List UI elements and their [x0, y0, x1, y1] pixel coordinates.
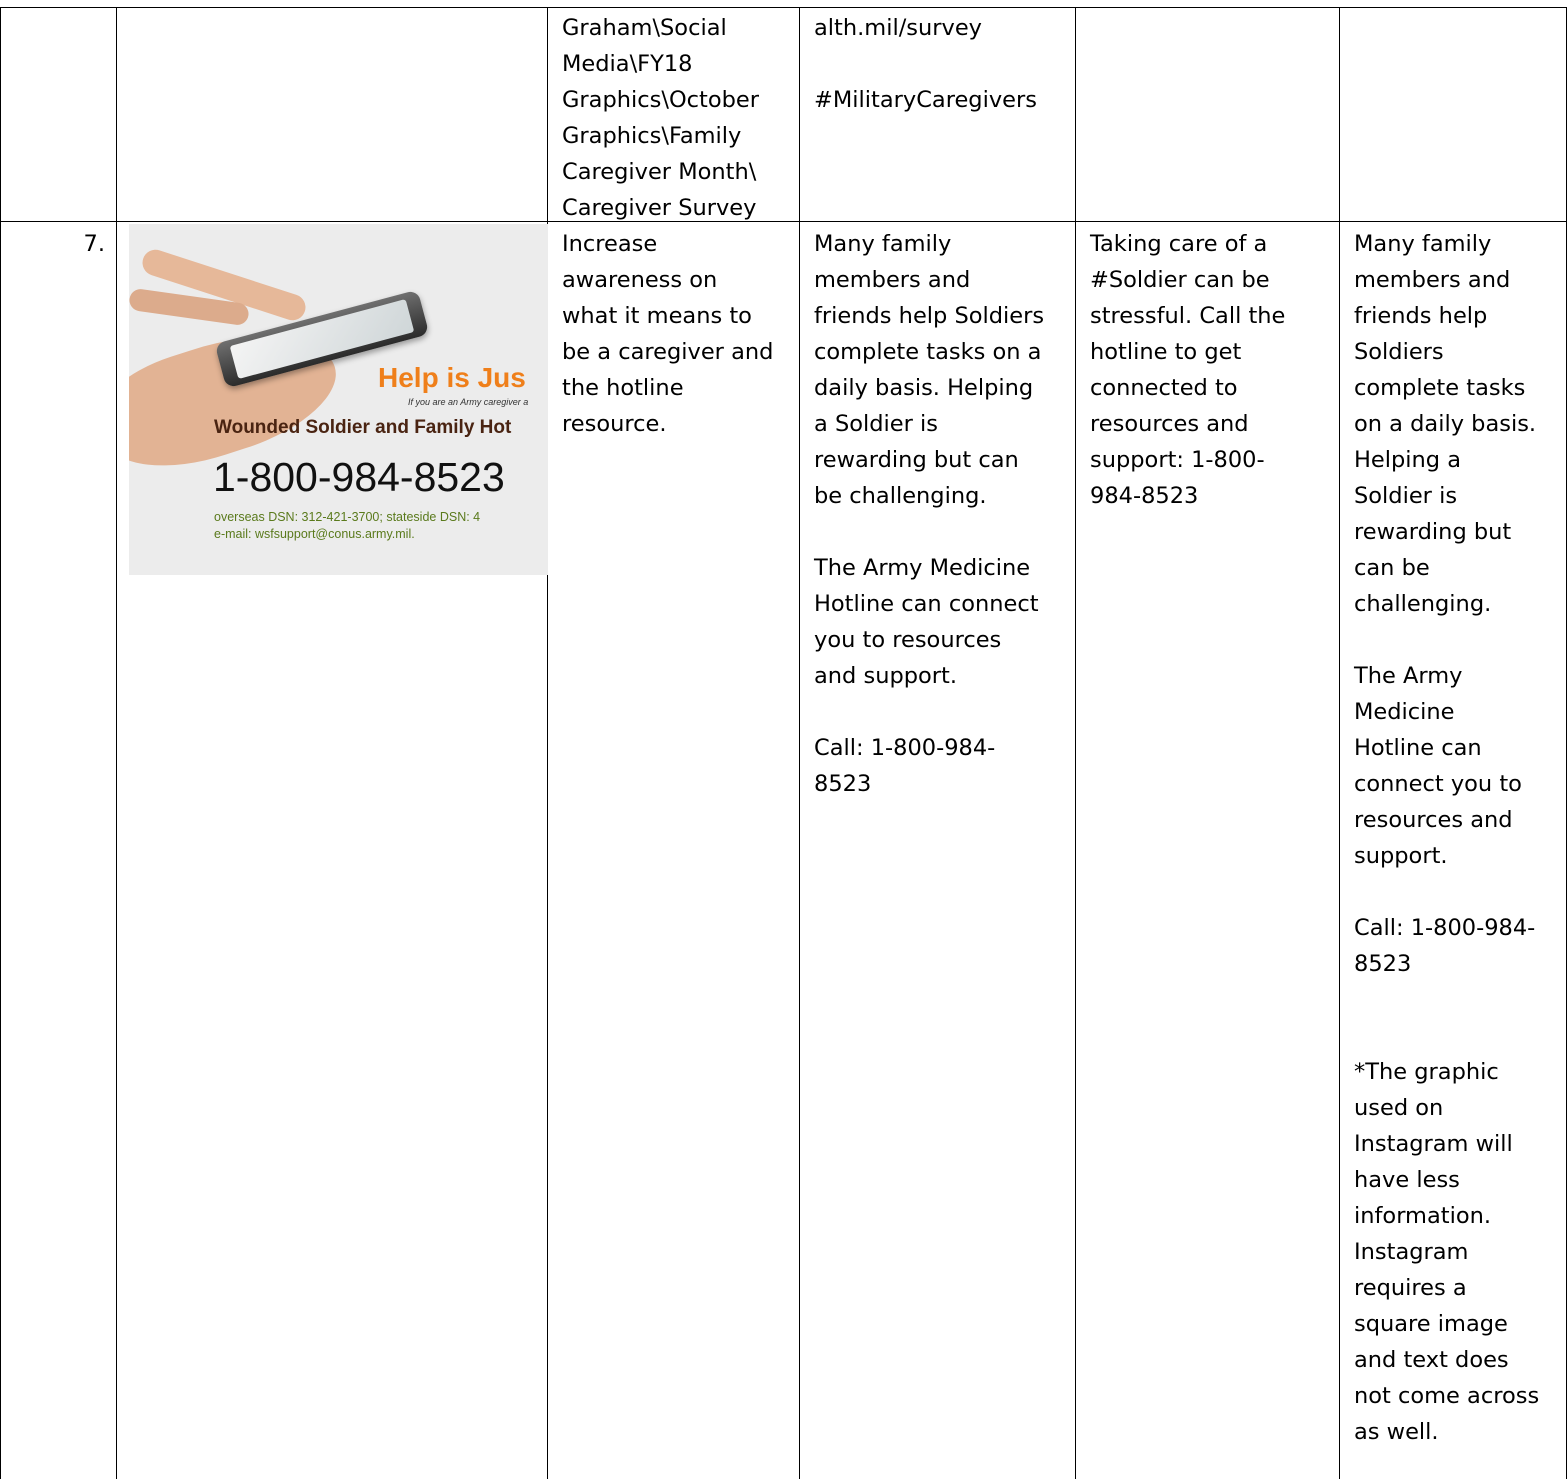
text-line: be challenging. [814, 483, 987, 509]
text-line: square image [1354, 1311, 1508, 1337]
text-line: *The graphic [1354, 1059, 1499, 1085]
text-line: can be [1354, 555, 1430, 581]
text-line: Hotline can connect [814, 591, 1039, 617]
col-divider-5 [1339, 7, 1340, 1479]
text-line: resources and [1354, 807, 1513, 833]
path-line: Caregiver Month\ [562, 159, 757, 185]
prev-row-file-path [562, 10, 759, 226]
text-line: Many family [1354, 231, 1492, 257]
text-line: not come across [1354, 1383, 1540, 1409]
path-line: Media\FY18 [562, 51, 693, 77]
text-line: complete tasks [1354, 375, 1526, 401]
text-line: #Soldier can be [1090, 267, 1270, 293]
text-line: what it means to [562, 303, 752, 329]
text-line: have less [1354, 1167, 1460, 1193]
text-line: friends help [1354, 303, 1488, 329]
text-line: stressful. Call the [1090, 303, 1286, 329]
path-line: Graham\Social [562, 15, 727, 41]
instagram-post-cell [1354, 226, 1539, 1450]
text-line: friends help Soldiers [814, 303, 1045, 329]
facebook-post-cell [814, 226, 1044, 802]
text-line: 984-8523 [1090, 483, 1199, 509]
graphic-headline: Help is Jus [378, 362, 526, 393]
text-line: Hotline can [1354, 735, 1482, 761]
graphic-email: e-mail: wsfsupport@conus.army.mil. [214, 527, 415, 541]
text-line: support: 1-800- [1090, 447, 1265, 473]
text-line: rewarding but [1354, 519, 1512, 545]
text-line: resource. [562, 411, 667, 437]
hotline-graphic [129, 224, 548, 575]
text-line: and support. [814, 663, 958, 689]
path-line: Caregiver Survey [562, 195, 757, 221]
survey-url-fragment: alth.mil/survey [814, 15, 982, 41]
col-divider-1 [116, 7, 117, 1479]
text-line: support. [1354, 843, 1448, 869]
text-line: hotline to get [1090, 339, 1242, 365]
text-line: on a daily basis. [1354, 411, 1537, 437]
text-line: Call: 1-800-984- [1354, 915, 1536, 941]
text-line: connected to [1090, 375, 1238, 401]
text-line: Instagram will [1354, 1131, 1513, 1157]
objective-cell [562, 226, 773, 442]
text-line: resources and [1090, 411, 1249, 437]
text-line: awareness on [562, 267, 718, 293]
row-divider [0, 221, 1567, 222]
text-line: rewarding but can [814, 447, 1019, 473]
text-line: Increase [562, 231, 658, 257]
graphic-dsn: overseas DSN: 312-421-3700; stateside DSN: 4 [214, 510, 481, 524]
text-line: connect you to [1354, 771, 1522, 797]
text-line: members and [814, 267, 971, 293]
path-line: Graphics\October [562, 87, 759, 113]
text-line: Medicine [1354, 699, 1455, 725]
text-line: The Army Medicine [814, 555, 1031, 581]
text-line: Instagram [1354, 1239, 1469, 1265]
text-line: Soldiers [1354, 339, 1444, 365]
text-line: Soldier is [1354, 483, 1458, 509]
text-line: daily basis. Helping [814, 375, 1034, 401]
twitter-post-cell [1090, 226, 1285, 514]
col-divider-4 [1075, 7, 1076, 1479]
col-divider-3 [799, 7, 800, 1479]
text-line: and text does [1354, 1347, 1509, 1373]
prev-row-post-text [814, 10, 1037, 118]
text-line: you to resources [814, 627, 1002, 653]
text-line: a Soldier is [814, 411, 938, 437]
text-line: members and [1354, 267, 1511, 293]
text-line: 8523 [814, 771, 872, 797]
text-line: Helping a [1354, 447, 1462, 473]
path-line: Graphics\Family [562, 123, 742, 149]
text-line: challenging. [1354, 591, 1492, 617]
graphic-hotline-name: Wounded Soldier and Family Hot [214, 417, 512, 438]
row-number: 7. [83, 231, 105, 257]
text-line: The Army [1354, 663, 1463, 689]
text-line: requires a [1354, 1275, 1467, 1301]
graphic-subline: If you are an Army caregiver a [408, 397, 529, 407]
text-line: as well. [1354, 1419, 1439, 1445]
hashtag: #MilitaryCaregivers [814, 87, 1037, 113]
text-line: Many family [814, 231, 952, 257]
text-line: Call: 1-800-984- [814, 735, 996, 761]
text-line: complete tasks on a [814, 339, 1042, 365]
text-line: used on [1354, 1095, 1444, 1121]
text-line: 8523 [1354, 951, 1412, 977]
text-line: the hotline [562, 375, 684, 401]
text-line: information. [1354, 1203, 1492, 1229]
text-line: Taking care of a [1090, 231, 1268, 257]
graphic-phone-number: 1-800-984-8523 [213, 454, 505, 500]
table-border-top [0, 7, 1567, 8]
text-line: be a caregiver and [562, 339, 774, 365]
